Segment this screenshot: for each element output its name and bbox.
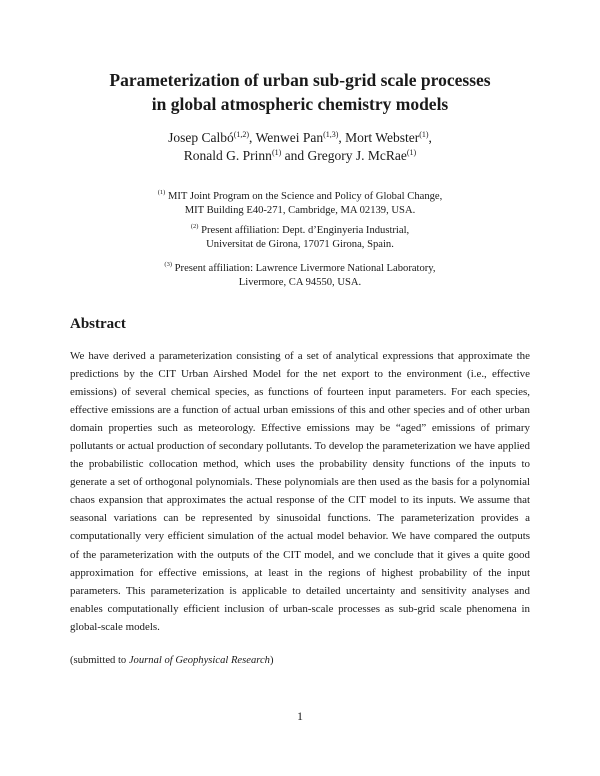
title-line-1: Parameterization of urban sub-grid scale processes	[109, 70, 491, 90]
author-name: Mort Webster	[345, 130, 420, 145]
affiliation-mark: (2)	[190, 223, 199, 230]
page-number: 1	[297, 709, 303, 723]
affiliation-line: Present affiliation: Lawrence Livermore National Laboratory,	[174, 263, 436, 274]
submission-suffix: )	[269, 655, 274, 666]
abstract-body: We have derived a parameterization consisting of a set of analytical expressions that approximate the predictions by the CIT Urban Airshed Model for the net export to the environment (i.e., effective emissions) of several chemical species, as functions of fourteen input parameters. For each species, effective emissions are a function of actual urban emissions of this and other species and of other urban domain properties such as meteorology. Effective emissions may be “aged” emissions of primary pollutants or actual production of secondary pollutants. To develop the parameterization we have applied the probabilistic collocation method, which uses the probability density functions of the inputs to generate a set of orthogonal polynomials. These polynomials are then used as the basis for a polynomial chaos expansion that approximates the actual response of the CIT model to its inputs. We assume that seasonal variations can be represented by sinusoidal functions. The parameterization provides a computationally very efficient simulation of the actual model behavior. We have compared the outputs of the parameterization with the outputs of the CIT model, and we conclude that it gives a quite good approximation for effective emissions, at least in the regions of highest probability of the input parameters. This parameterization is applicable to detailed uncertainty and sensitivity analyses and enables computationally efficient inclusion of urban-scale processes as sub-grid scale phenomena in global-scale models.	[70, 350, 530, 633]
author-line-1	[40, 129, 560, 147]
author-affiliation-mark: (1,2)	[233, 130, 250, 139]
affiliation-1	[60, 190, 540, 218]
author-separator: ,	[338, 130, 346, 145]
affiliation-mark: (1)	[157, 189, 166, 196]
author-affiliation-mark: (1,3)	[323, 130, 339, 139]
author-affiliation-mark: (1)	[271, 147, 282, 157]
affiliation-mark: (3)	[164, 261, 172, 268]
author-name: Gregory J. McRae	[307, 147, 407, 163]
submission-prefix: (submitted to	[70, 655, 129, 666]
author-affiliation-mark: (1)	[419, 130, 429, 139]
author-list	[40, 129, 560, 164]
affiliation-line: Livermore, CA 94550, USA.	[238, 277, 362, 288]
title-line-2: in global atmospheric chemistry models	[151, 94, 449, 114]
affiliation-line: Present affiliation: Dept. d’Enginyeria Industrial,	[201, 225, 410, 236]
journal-name: Journal of Geophysical Research	[128, 655, 270, 666]
affiliation-2	[60, 224, 540, 252]
author-name: Wenwei Pan	[255, 130, 324, 145]
author-affiliation-mark: (1)	[406, 147, 417, 157]
submission-note	[70, 655, 274, 666]
author-line-2	[40, 147, 560, 165]
author-name: Josep Calbó	[168, 130, 234, 145]
author-name: Ronald G. Prinn	[183, 147, 272, 163]
abstract-heading: Abstract	[70, 316, 126, 332]
affiliation-line: MIT Joint Program on the Science and Policy of Global Change,	[167, 191, 443, 202]
author-separator: ,	[249, 130, 256, 145]
affiliation-line: Universitat de Girona, 17071 Girona, Spain.	[206, 239, 394, 250]
author-separator: and	[281, 147, 308, 163]
affiliation-3	[60, 262, 540, 290]
author-separator: ,	[428, 130, 432, 145]
affiliation-line: MIT Building E40-271, Cambridge, MA 02139, USA.	[184, 205, 416, 216]
paper-title	[40, 68, 560, 116]
